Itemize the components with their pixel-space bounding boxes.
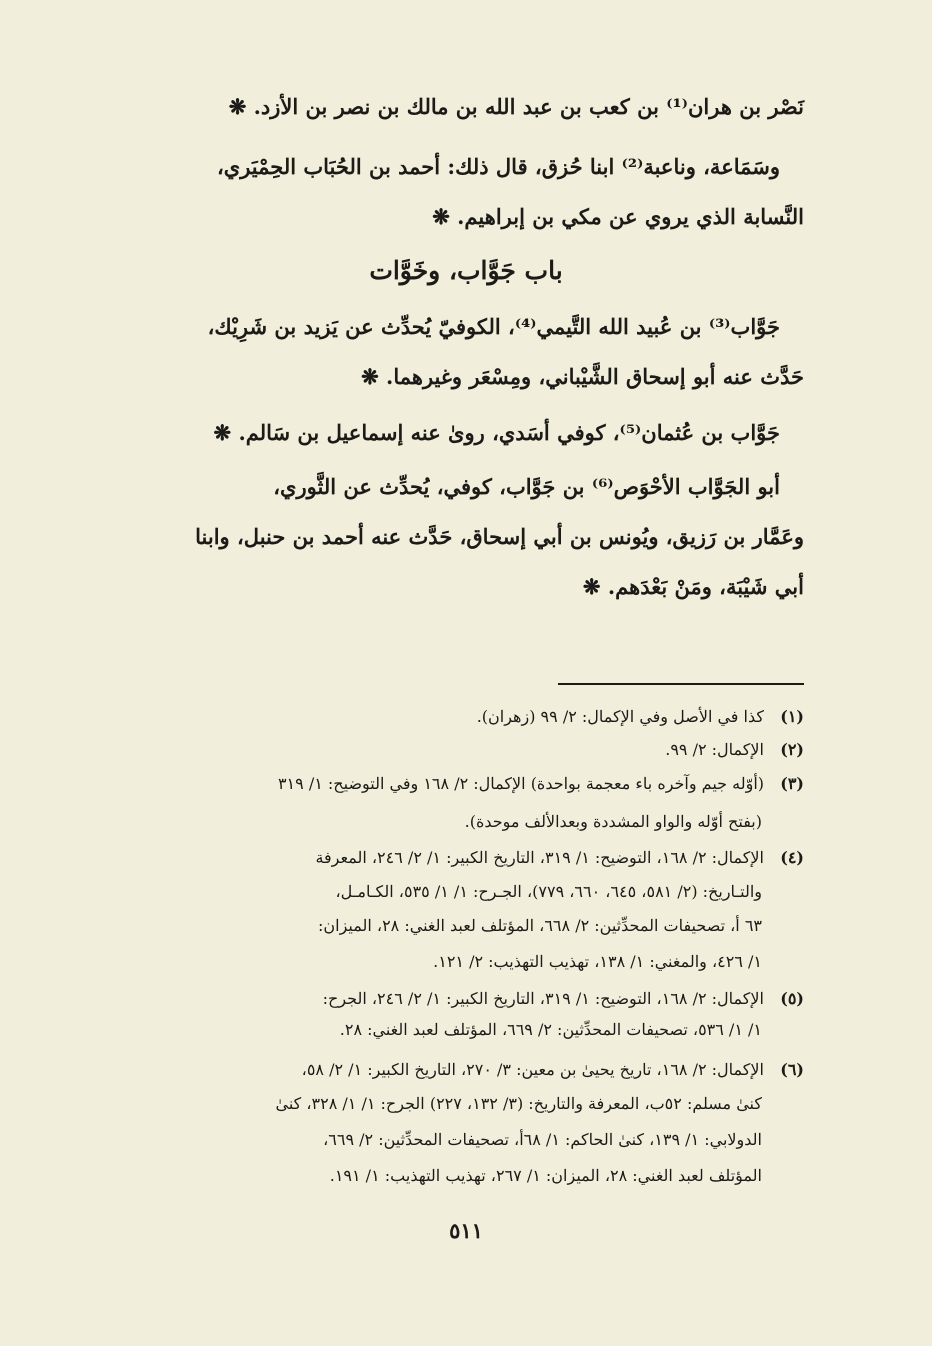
footnote-text: الإكمال: ٢/ ١٦٨، التوضيح: ١/ ٣١٩، التاريخ الكبير: ١/ ٢/ ٢٤٦، المعرفة [315, 848, 764, 867]
text-line: وعَمَّار بن رَزيق، ويُونس بن أبي إسحاق، حَدَّث عنه أحمد بن حنبل، وابنا [195, 524, 804, 549]
footnote-continuation: ١/ ١/ ٥٣٦، تصحيفات المحدِّثين: ٢/ ٦٦٩، المؤتلف لعبد الغني: ٢٨. [339, 1020, 762, 1039]
footnote-continuation: المؤتلف لعبد الغني: ٢٨، الميزان: ١/ ٢٦٧، تهذيب التهذيب: ١/ ١٩١. [329, 1166, 762, 1185]
footnote-continuation: والتـاريخ: (٢/ ٥٨١، ٦٤٥، ٦٦٠، ٧٧٩)، الجـرح: ١/ ١/ ٥٣٥، الكـامـل، [335, 882, 762, 901]
section-heading: باب جَوَّاب، وخَوَّات [369, 256, 563, 285]
footnote-continuation: ٦٣ أ، تصحيفات المحدِّثين: ٢/ ٦٦٨، المؤتلف لعبد الغني: ٢٨، الميزان: [318, 916, 762, 935]
text-line: أبي شَيْبَة، ومَنْ بَعْدَهم. ❋ [582, 574, 804, 599]
footnote-number: (٢) [780, 740, 804, 759]
footnote-separator [558, 683, 804, 685]
footnote [115, 772, 804, 796]
footnote-number: (٦) [780, 1060, 804, 1079]
footnote [115, 846, 804, 870]
footnote [115, 1058, 804, 1082]
footnote-continuation: كنىٰ مسلم: ٥٢ب، المعرفة والتاريخ: (٣/ ١٣٢، ٢٢٧) الجرح: ١/ ١/ ٣٢٨، كنىٰ [275, 1094, 762, 1113]
text-line: نَصْر بن هران⁽¹⁾ بن كعب بن عبد الله بن مالك بن نصر بن الأزد. ❋ [228, 94, 804, 119]
text-line: جَوَّاب بن عُثمان⁽⁵⁾، كوفي أسَدي، روىٰ عنه إسماعيل بن سَالم. ❋ [213, 420, 780, 445]
footnote-text: الإكمال: ٢/ ١٦٨، تاريخ يحيىٰ بن معين: ٣/ ٢٧٠، التاريخ الكبير: ١/ ٢/ ٥٨، [301, 1060, 764, 1079]
text-line: النَّسابة الذي يروي عن مكي بن إبراهيم. ❋ [432, 204, 804, 229]
footnote [115, 987, 804, 1011]
text-line: أبو الجَوَّاب الأحْوَص⁽⁶⁾ بن جَوَّاب، كوفي، يُحدِّث عن الثَّوري، [273, 474, 780, 499]
text-line: حَدَّث عنه أبو إسحاق الشَّيْباني، ومِسْعَر وغيرهما. ❋ [361, 364, 804, 389]
footnote [115, 705, 804, 729]
footnote-number: (٤) [780, 848, 804, 867]
footnote-text: الإكمال: ٢/ ٩٩. [665, 740, 764, 759]
footnote-continuation: ١/ ٤٢٦، والمغني: ١/ ١٣٨، تهذيب التهذيب: ٢/ ١٢١. [433, 952, 762, 971]
footnote-text: الإكمال: ٢/ ١٦٨، التوضيح: ١/ ٣١٩، التاريخ الكبير: ١/ ٢/ ٢٤٦، الجرح: [322, 989, 764, 1008]
footnote-continuation: الدولابي: ١/ ١٣٩، كنىٰ الحاكم: ١/ ٦٨أ، تصحيفات المحدِّثين: ٢/ ٦٦٩، [323, 1130, 762, 1149]
text-line: وسَمَاعة، وناعبة⁽²⁾ ابنا حُزق، قال ذلك: أحمد بن الحُبَاب الحِمْيَري، [217, 154, 780, 179]
footnote-number: (٥) [780, 989, 804, 1008]
footnote-number: (٣) [780, 774, 804, 793]
page-number: ٥١١ [449, 1218, 483, 1243]
footnote-text: (أوّله جيم وآخره باء معجمة بواحدة) الإكمال: ٢/ ١٦٨ وفي التوضيح: ١/ ٣١٩ [277, 774, 764, 793]
footnote-number: (١) [780, 707, 804, 726]
text-line: جَوَّاب⁽³⁾ بن عُبيد الله التَّيمي⁽⁴⁾، الكوفيّ يُحدِّث عن يَزيد بن شَرِيْك، [207, 314, 780, 339]
footnote-text: كذا في الأصل وفي الإكمال: ٢/ ٩٩ (زهران). [476, 707, 764, 726]
footnote-continuation: (بفتح أوّله والواو المشددة وبعدالألف موحدة). [464, 812, 762, 831]
footnote [115, 738, 804, 762]
